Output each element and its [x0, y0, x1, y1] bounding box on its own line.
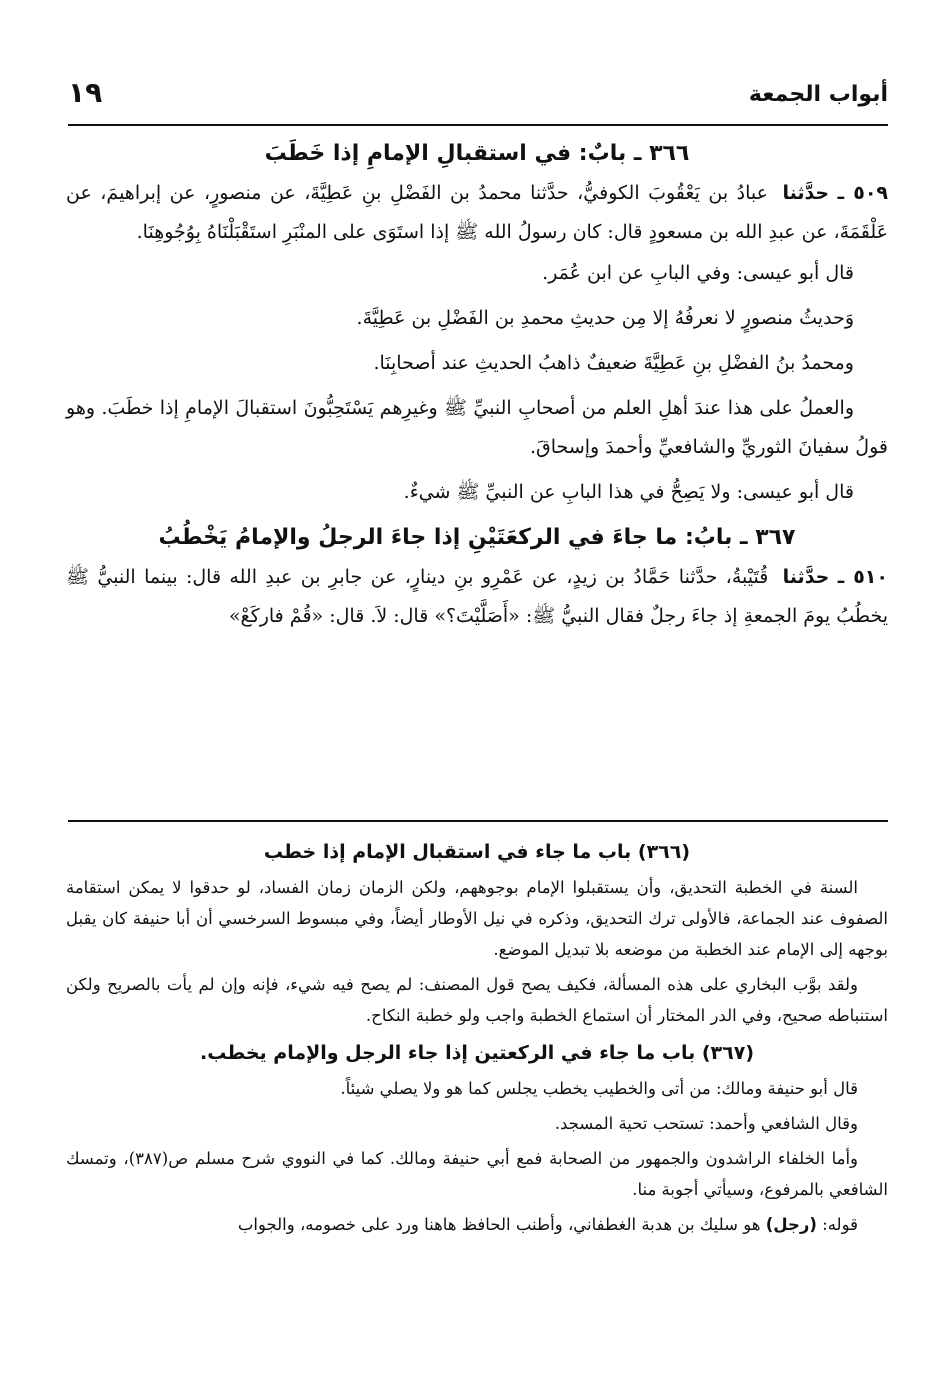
hadith-text: عبادُ بن يَعْقُوبَ الكوفيُّ، حدَّثنا محمدُ بن الفَضْلِ بنِ عَطِيَّةَ، عن منصورٍ، عن إبراهيمَ، عن عَلْقَمَةَ، عن عبدِ الله بن مسعودٍ قال: كان رسولُ الله ﷺ إذا استَوَى على المنْبَرِ استَقْبَلْنَاهُ بِوُجُوهِنَا. — [66, 182, 888, 243]
commentary-paragraph: ومحمدُ بنُ الفضْلِ بنِ عَطِيَّةَ ضعيفٌ ذاهبُ الحديثِ عند أصحابِنَا. — [373, 352, 854, 374]
note-paragraph: السنة في الخطبة التحديق، وأن يستقبلوا الإمام بوجوههم، ولكن الزمان زمان الفساد، لو حدقوا لا يمكن استقامة الصفوف عند الجماعة، فالأولى ترك التحديق، وذكره في نيل الأوطار أيضاً، وفي مبسوط السرخسي أن أبا حنيفة كان يقبل بوجهه إلى الإمام عند الخطبة من موضعه بلا تبديل الموضع. — [66, 878, 888, 959]
hadith-510 — [66, 558, 888, 636]
commentary-paragraph: والعملُ على هذا عندَ أهلِ العلم من أصحابِ النبيِّ ﷺ وغيرِهم يَسْتَحِبُّونَ استقبالَ الإمامِ إذا خطَبَ. وهو قولُ سفيانَ الثوريِّ والشافعيِّ وأحمدَ وإسحاقَ. — [66, 397, 888, 458]
note-heading-367: (٣٦٧) باب ما جاء في الركعتين إذا جاء الرجل والإمام يخطب. — [199, 1042, 755, 1064]
chapter-heading-366: ٣٦٦ ـ بابٌ: في استقبالِ الإمامِ إذا خَطَبَ — [264, 141, 690, 166]
hadith-509 — [66, 174, 888, 252]
narration-keyword: حدَّثنا — [782, 566, 830, 588]
chapter-heading-367: ٣٦٧ ـ بابُ: ما جاءَ في الركعَتَيْنِ إذا جاءَ الرجلُ والإمامُ يَخْطُبُ — [158, 525, 796, 550]
note-paragraph: وقال الشافعي وأحمد: تستحب تحية المسجد. — [554, 1114, 858, 1133]
note-prefix: قوله: — [822, 1215, 858, 1234]
narration-keyword: حدَّثنا — [782, 182, 830, 204]
main-text — [66, 134, 888, 638]
note-heading-366: (٣٦٦) باب ما جاء في استقبال الإمام إذا خطب — [263, 841, 691, 863]
note-paragraph: قال أبو حنيفة ومالك: من أتى والخطيب يخطب يجلس كما هو ولا يصلي شيئاً. — [340, 1079, 858, 1098]
commentary-paragraph: قال أبو عيسى: ولا يَصِحُّ في هذا البابِ عن النبيِّ ﷺ شيءٌ. — [403, 481, 854, 503]
note-keyword: (رجل) — [765, 1215, 817, 1234]
commentary-paragraph: وَحديثُ منصورٍ لا نعرفُهُ إلا مِن حديثِ محمدِ بن الفَضْلِ بن عَطِيَّةَ. — [356, 307, 854, 329]
header-divider — [68, 124, 888, 126]
hadith-text: قُتَيْبةُ، حدَّثنا حَمَّادُ بن زيدٍ، عن عَمْرِو بنِ دينارٍ، عن جابرِ بن عبدِ الله قال: بينما النبيُّ ﷺ يخطُبُ يومَ الجمعةِ إذ جاءَ رجلٌ فقال النبيُّ ﷺ: «أَصَلَّيْتَ؟» قال: لاَ. قال: «قُمْ فاركَعْ» — [66, 566, 888, 627]
page-header — [60, 70, 888, 120]
page-number: ١٩ — [68, 76, 103, 109]
note-text: هو سليك بن هدبة الغطفاني، وأطنب الحافظ هاهنا ورد على خصومه، والجواب — [237, 1215, 761, 1234]
footnotes — [66, 834, 888, 1244]
running-title: أبواب الجمعة — [748, 82, 888, 107]
hadith-number: ٥٠٩ ـ — [837, 182, 889, 204]
note-paragraph-last — [66, 1209, 888, 1240]
note-paragraph: وأما الخلفاء الراشدون والجمهور من الصحابة فمع أبي حنيفة ومالك. كما في النووي شرح مسلم ص(٣٨٧)، وتمسك الشافعي بالمرفوع، وسيأتي أجوبة منا. — [66, 1149, 888, 1199]
footnote-divider — [68, 820, 888, 822]
note-paragraph: ولقد بوَّب البخاري على هذه المسألة، فكيف يصح قول المصنف: لم يصح فيه شيء، فإنه وإن لم يأت بالصريح ولكن استنباطه صحيح، وفي الدر المختار أن استماع الخطبة واجب ولو خطبة النكاح. — [66, 975, 888, 1025]
commentary-paragraph: قال أبو عيسى: وفي البابِ عن ابن عُمَر. — [542, 262, 854, 284]
hadith-number: ٥١٠ ـ — [837, 566, 888, 588]
